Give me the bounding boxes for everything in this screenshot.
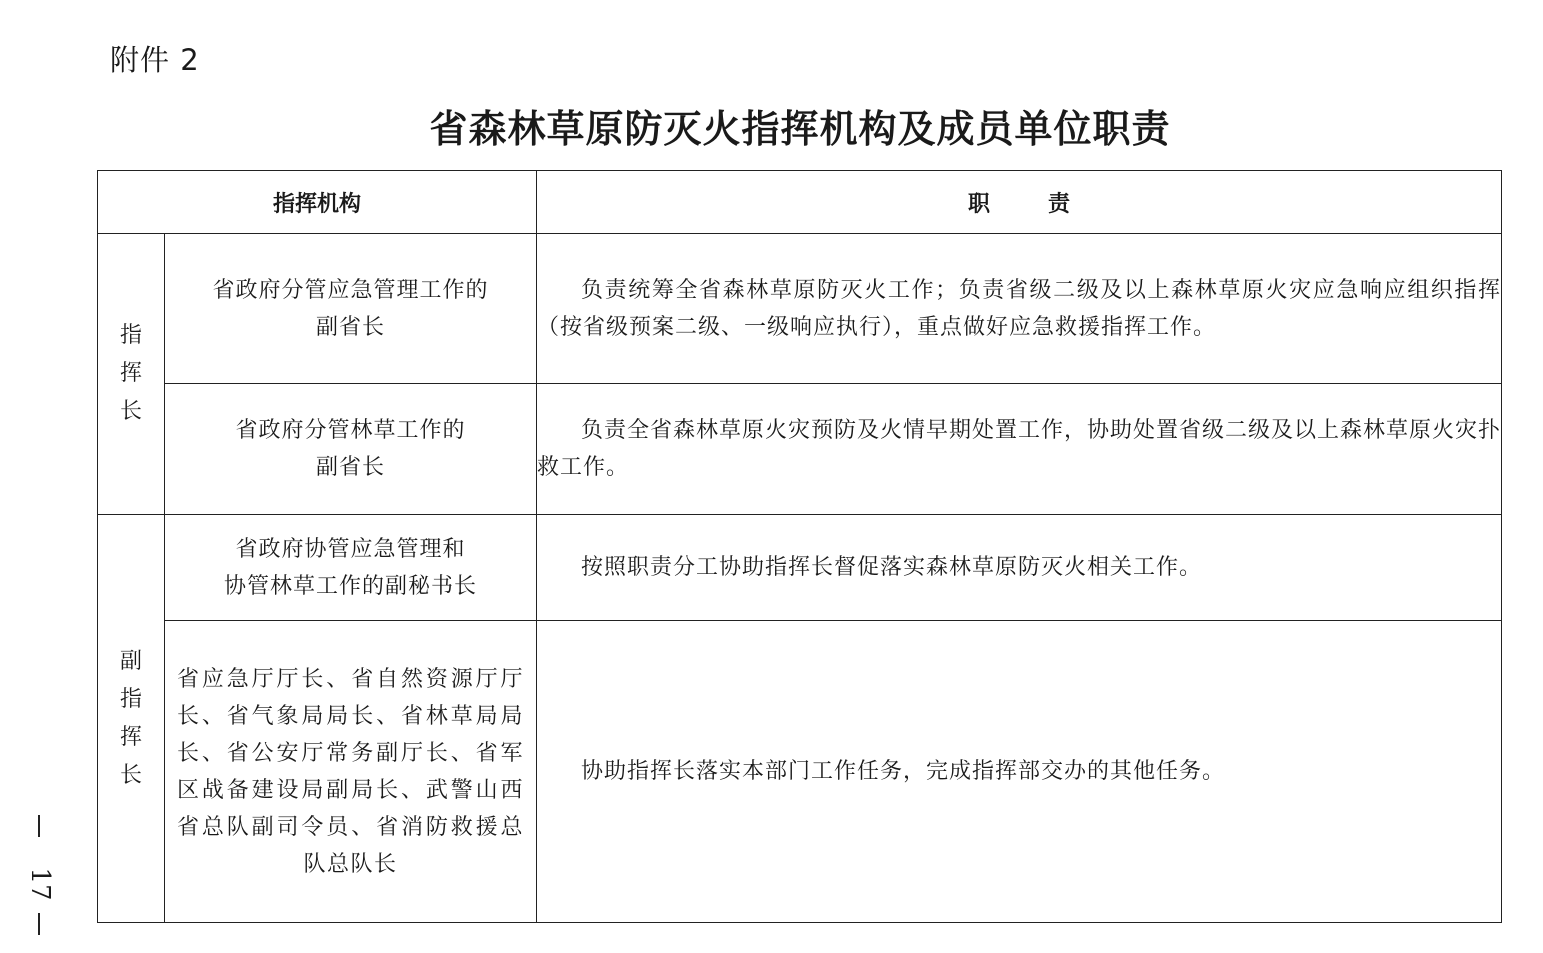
table-row xyxy=(98,384,1502,515)
role-cell: 省政府分管林草工作的 副省长 xyxy=(165,384,537,515)
page-number-dash-top xyxy=(38,815,40,837)
header-responsibility: 职责 xyxy=(537,171,1502,234)
table-row xyxy=(98,234,1502,384)
header-org: 指挥机构 xyxy=(98,171,537,234)
group-deputy-commander: 副指挥长 xyxy=(98,515,165,923)
page-number-dash-bottom xyxy=(38,913,40,935)
duty-cell: 按照职责分工协助指挥长督促落实森林草原防灭火相关工作。 xyxy=(537,515,1502,621)
role-cell: 省应急厅厅长、省自然资源厅厅长、省气象局局长、省林草局局长、省公安厅常务副厅长、省军区战备建设局副局长、武警山西省总队副司令员、省消防救援总队总队长 xyxy=(165,621,537,923)
role-cell: 省政府分管应急管理工作的 副省长 xyxy=(165,234,537,384)
annex-label: 附件 2 xyxy=(110,43,200,77)
table-row xyxy=(98,621,1502,923)
role-cell: 省政府协管应急管理和 协管林草工作的副秘书长 xyxy=(165,515,537,621)
duty-cell: 负责统筹全省森林草原防灭火工作；负责省级二级及以上森林草原火灾应急响应组织指挥（按省级预案二级、一级响应执行），重点做好应急救援指挥工作。 xyxy=(537,234,1502,384)
group-commander: 指挥长 xyxy=(98,234,165,515)
table-header-row xyxy=(98,171,1502,234)
duty-cell: 负责全省森林草原火灾预防及火情早期处置工作，协助处置省级二级及以上森林草原火灾扑救工作。 xyxy=(537,384,1502,515)
table-row xyxy=(98,515,1502,621)
duty-cell: 协助指挥长落实本部门工作任务，完成指挥部交办的其他任务。 xyxy=(537,621,1502,923)
responsibility-table xyxy=(97,170,1502,923)
page-number: 17 xyxy=(20,815,60,940)
document-title: 省森林草原防灭火指挥机构及成员单位职责 xyxy=(429,107,1171,151)
